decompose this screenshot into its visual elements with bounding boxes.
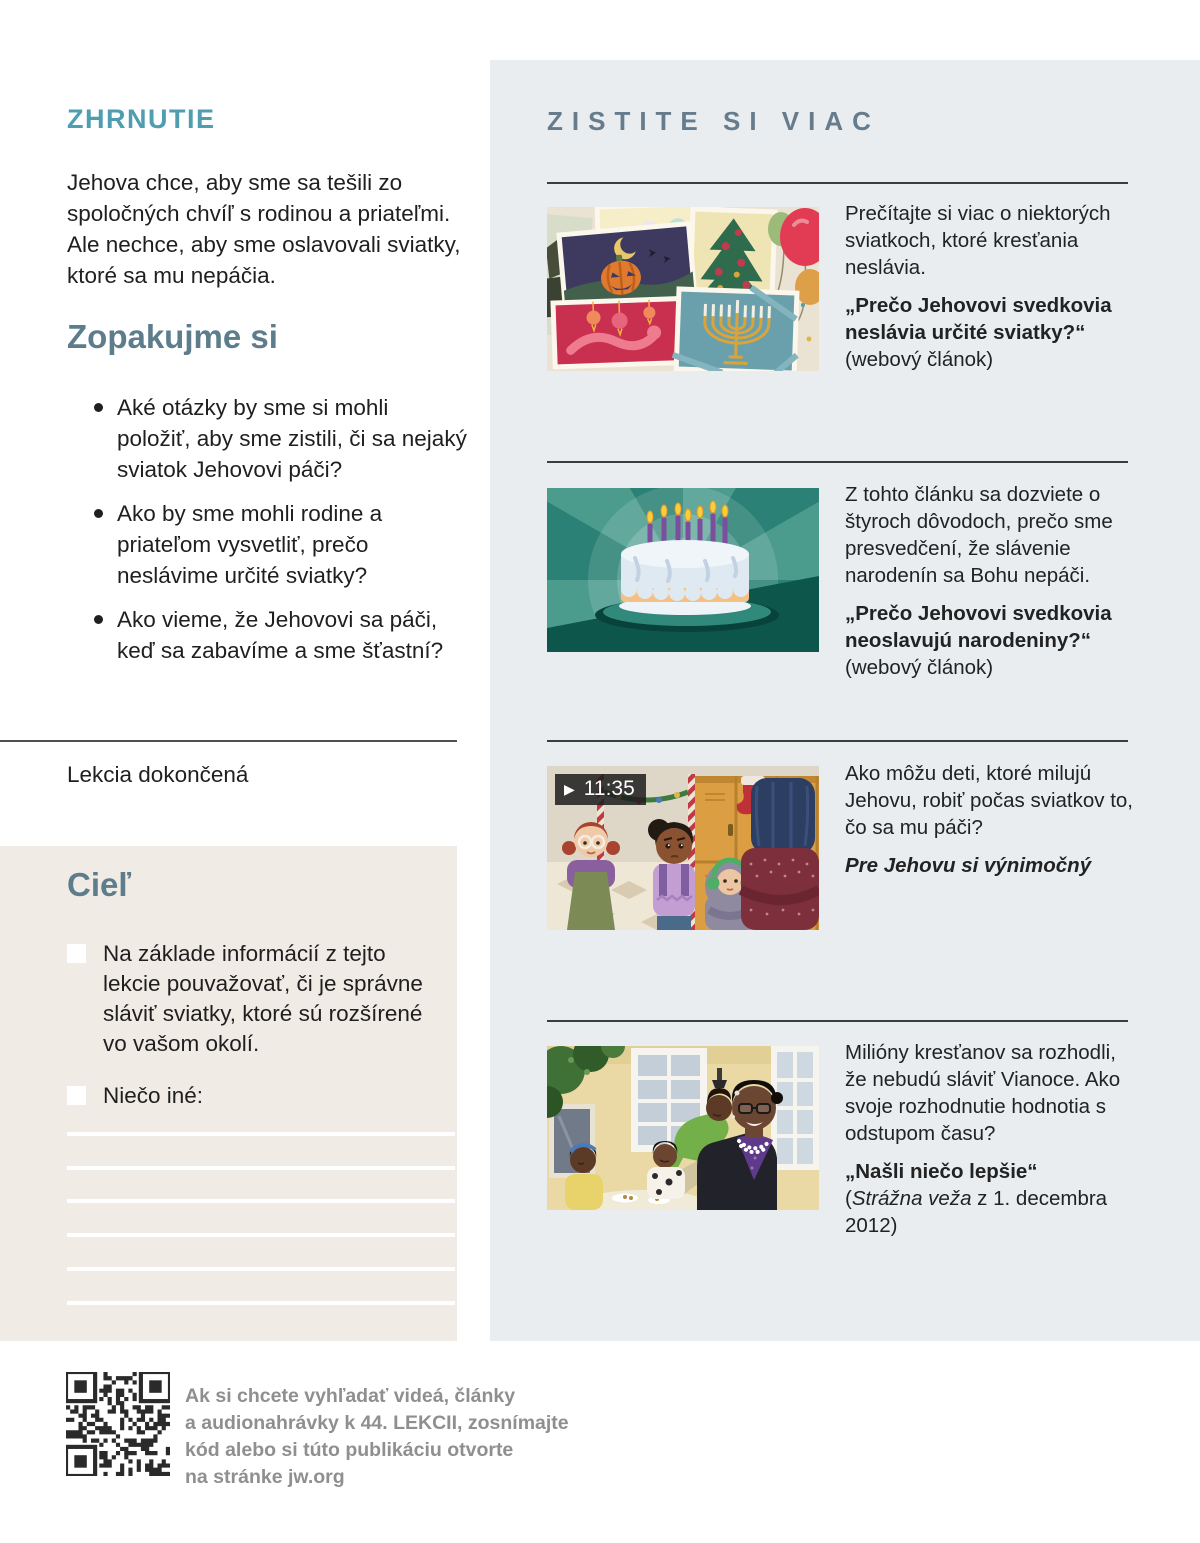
qr-instruction-line: Ak si chcete vyhľadať videá, články — [185, 1385, 516, 1407]
birthday-cake-image[interactable] — [547, 488, 819, 652]
left-divider — [0, 740, 457, 742]
video-thumbnail[interactable] — [547, 766, 819, 930]
review-bullet: Ako vieme, že Jehovovi sa páči, keď sa zabavíme a sme šťastní? — [67, 604, 467, 666]
video-title-link[interactable]: Pre Jehovu si výnimočný — [845, 854, 1092, 877]
resource-description: Milióny kresťanov sa rozhodli, že nebudú sláviť Vianoce. Ako svoje rozhodnutie hodnotia s odstupom času? — [845, 1041, 1121, 1145]
magazine-name: Strážna veža — [851, 1187, 972, 1210]
goal-item — [67, 939, 427, 1059]
section-divider — [547, 1020, 1128, 1022]
holiday-cards-collage-image[interactable] — [547, 207, 819, 371]
section-divider — [547, 182, 1128, 184]
qr-instruction-line: kód alebo si túto publikáciu otvorte — [185, 1439, 514, 1461]
resource-item — [845, 481, 1139, 681]
resource-title-link[interactable]: „Našli niečo lepšie“ — [845, 1160, 1038, 1183]
qr-code — [66, 1372, 170, 1476]
qr-instruction-line: na stránke jw.org — [185, 1466, 345, 1488]
video-duration: 11:35 — [583, 777, 635, 800]
writing-line — [67, 1267, 455, 1271]
checkbox[interactable] — [67, 1086, 86, 1105]
summary-heading: ZHRNUTIE — [67, 104, 216, 134]
review-bullet-list — [67, 392, 467, 679]
resource-item — [845, 760, 1139, 879]
resource-note: (webový článok) — [845, 348, 994, 371]
goal-item-label: Na základe informácií z tejto lekcie pouvažovať, či je správne sláviť sviatky, ktoré sú rozšírené vo vašom okolí. — [103, 941, 423, 1056]
goal-item-label: Niečo iné: — [103, 1083, 204, 1108]
play-icon: ▶ — [564, 781, 575, 797]
review-bullet: Aké otázky by sme si mohli položiť, aby sme zistili, či sa nejaký sviatok Jehovovi páči? — [67, 392, 467, 485]
resource-title-link[interactable]: „Prečo Jehovovi svedkovia neslávia určité sviatky?“ — [845, 294, 1112, 344]
qr-instructions — [185, 1383, 569, 1491]
cartoon-woman-back — [741, 778, 819, 930]
writing-line — [67, 1301, 455, 1305]
writing-line — [67, 1199, 455, 1203]
resource-description: Z tohto článku sa dozviete o štyroch dôvodoch, prečo sme presvedčení, že slávenie narodenín sa Bohu nepáči. — [845, 483, 1113, 587]
goal-item — [67, 1081, 427, 1111]
summary-paragraph: Jehova chce, aby sme sa tešili zo spoločných chvíľ s rodinou a priateľmi. Ale nechce, aby sme oslavovali sviatky, ktoré sa mu nepáčia. — [67, 170, 461, 288]
qr-instruction-line: a audionahrávky k 44. LEKCII, zosnímajte — [185, 1412, 569, 1434]
goal-heading: Cieľ — [67, 866, 132, 903]
writing-line — [67, 1233, 455, 1237]
writing-line — [67, 1166, 455, 1170]
writing-line — [67, 1132, 455, 1136]
resource-description: Prečítajte si viac o niektorých sviatkoch, ktoré kresťania neslávia. — [845, 202, 1111, 279]
window-right — [771, 1046, 819, 1170]
learn-more-heading: ZISTITE SI VIAC — [547, 106, 880, 136]
family-photo-image[interactable] — [547, 1046, 819, 1210]
resource-item — [845, 1039, 1139, 1239]
section-divider — [547, 461, 1128, 463]
review-bullet: Ako by sme mohli rodine a priateľom vysvetliť, prečo neslávime určité sviatky? — [67, 498, 467, 591]
resource-title-link[interactable]: „Prečo Jehovovi svedkovia neoslavujú narodeniny?“ — [845, 602, 1112, 652]
review-heading: Zopakujme si — [67, 318, 278, 355]
resource-note: (webový článok) — [845, 656, 994, 679]
section-divider — [547, 740, 1128, 742]
video-duration-badge — [555, 774, 646, 805]
resource-note: (Strážna veža z 1. decembra 2012) — [845, 1187, 1108, 1237]
resource-item — [845, 200, 1139, 373]
resource-description: Ako môžu deti, ktoré milujú Jehovu, robiť počas sviatkov to, čo sa mu páči? — [845, 762, 1134, 839]
checkbox[interactable] — [67, 944, 86, 963]
lesson-completed-label: Lekcia dokončená — [67, 762, 249, 787]
